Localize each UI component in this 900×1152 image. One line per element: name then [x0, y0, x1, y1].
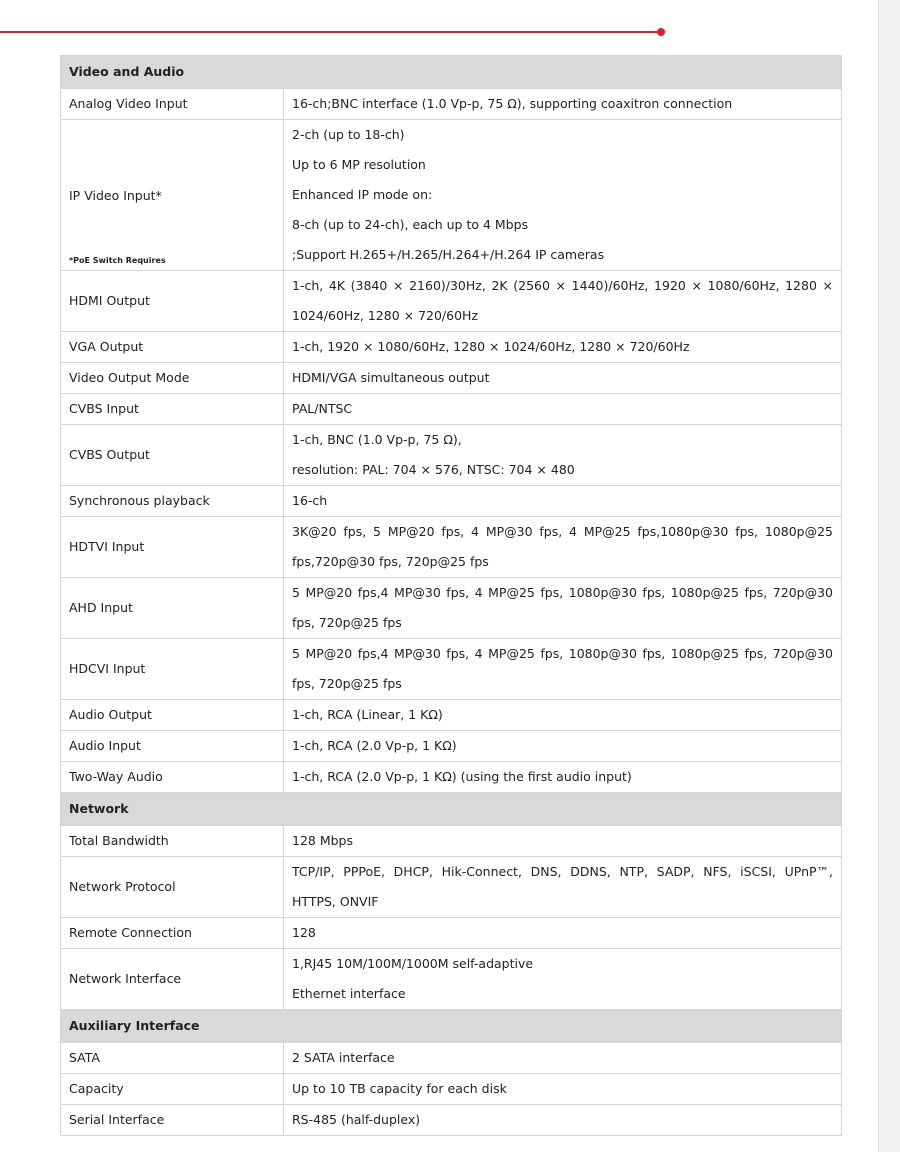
spec-label: Network Interface — [61, 949, 284, 1010]
spec-row-ahd-input — [61, 578, 842, 639]
spec-label: VGA Output — [61, 332, 284, 363]
spec-label: CVBS Output — [61, 425, 284, 486]
spec-value — [284, 425, 842, 486]
spec-row-audio-input — [61, 731, 842, 762]
spec-value-line: 2-ch (up to 18-ch) — [292, 127, 405, 142]
spec-row-analog-video-input — [61, 89, 842, 120]
page-gutter — [878, 0, 900, 1152]
spec-label: Synchronous playback — [61, 486, 284, 517]
spec-label: Serial Interface — [61, 1105, 284, 1136]
spec-value: 16-ch;BNC interface (1.0 Vp-p, 75 Ω), supporting coaxitron connection — [284, 89, 842, 120]
header-rule-dot — [657, 28, 665, 36]
spec-label: CVBS Input — [61, 394, 284, 425]
spec-value: 1-ch, RCA (2.0 Vp-p, 1 KΩ) — [284, 731, 842, 762]
spec-label: Audio Input — [61, 731, 284, 762]
spec-row-vga-output — [61, 332, 842, 363]
spec-value-line: ;Support H.265+/H.265/H.264+/H.264 IP cameras — [292, 247, 605, 262]
section-title: Auxiliary Interface — [61, 1010, 842, 1043]
header-rule — [0, 31, 659, 33]
spec-value: HDMI/VGA simultaneous output — [284, 363, 842, 394]
spec-value: RS-485 (half-duplex) — [284, 1105, 842, 1136]
spec-value-line: Enhanced IP mode on: — [292, 187, 433, 202]
spec-label: HDMI Output — [61, 271, 284, 332]
spec-row-capacity — [61, 1074, 842, 1105]
section-title: Network — [61, 793, 842, 826]
spec-label: Analog Video Input — [61, 89, 284, 120]
spec-row-sata — [61, 1043, 842, 1074]
spec-label-cell — [61, 120, 284, 271]
spec-value: 5 MP@20 fps,4 MP@30 fps, 4 MP@25 fps, 1080p@30 fps, 1080p@25 fps, 720p@30 fps, 720p@25 fps — [284, 578, 842, 639]
spec-row-serial-interface — [61, 1105, 842, 1136]
spec-row-network-protocol — [61, 857, 842, 918]
spec-value: PAL/NTSC — [284, 394, 842, 425]
section-header-auxiliary-interface — [61, 1010, 842, 1043]
spec-value: 5 MP@20 fps,4 MP@30 fps, 4 MP@25 fps, 1080p@30 fps, 1080p@25 fps, 720p@30 fps, 720p@25 fps — [284, 639, 842, 700]
spec-label: Video Output Mode — [61, 363, 284, 394]
spec-row-cvbs-input — [61, 394, 842, 425]
spec-value-line: 8-ch (up to 24-ch), each up to 4 Mbps — [292, 217, 529, 232]
spec-value: 128 — [284, 918, 842, 949]
spec-row-total-bandwidth — [61, 826, 842, 857]
section-header-network — [61, 793, 842, 826]
spec-row-two-way-audio — [61, 762, 842, 793]
spec-footnote: *PoE Switch Requires — [69, 256, 166, 265]
spec-row-hdtvi-input — [61, 517, 842, 578]
section-title: Video and Audio — [61, 56, 842, 89]
spec-value-line: 1-ch, BNC (1.0 Vp-p, 75 Ω), — [292, 432, 462, 447]
spec-row-video-output-mode — [61, 363, 842, 394]
spec-value: Up to 10 TB capacity for each disk — [284, 1074, 842, 1105]
spec-table — [60, 55, 842, 1136]
spec-row-network-interface — [61, 949, 842, 1010]
spec-value: 2 SATA interface — [284, 1043, 842, 1074]
spec-value-line: Up to 6 MP resolution — [292, 157, 426, 172]
spec-value-line: resolution: PAL: 704 × 576, NTSC: 704 × 480 — [292, 462, 575, 477]
spec-value: 1-ch, RCA (Linear, 1 KΩ) — [284, 700, 842, 731]
spec-value — [284, 120, 842, 271]
spec-label: SATA — [61, 1043, 284, 1074]
spec-label: AHD Input — [61, 578, 284, 639]
spec-row-cvbs-output — [61, 425, 842, 486]
spec-value-line: 1,RJ45 10M/100M/1000M self-adaptive — [292, 956, 534, 971]
spec-row-ip-video-input — [61, 120, 842, 271]
spec-value: TCP/IP, PPPoE, DHCP, Hik-Connect, DNS, DDNS, NTP, SADP, NFS, iSCSI, UPnP™, HTTPS, ONVIF — [284, 857, 842, 918]
spec-label: Network Protocol — [61, 857, 284, 918]
spec-row-synchronous-playback — [61, 486, 842, 517]
section-header-video-audio — [61, 56, 842, 89]
spec-row-hdmi-output — [61, 271, 842, 332]
spec-label: Total Bandwidth — [61, 826, 284, 857]
spec-value: 3K@20 fps, 5 MP@20 fps, 4 MP@30 fps, 4 MP@25 fps,1080p@30 fps, 1080p@25 fps,720p@30 fps, 720p@25 fps — [284, 517, 842, 578]
spec-row-hdcvi-input — [61, 639, 842, 700]
spec-label: Capacity — [61, 1074, 284, 1105]
spec-label: Two-Way Audio — [61, 762, 284, 793]
spec-row-remote-connection — [61, 918, 842, 949]
spec-label: Audio Output — [61, 700, 284, 731]
spec-label: HDTVI Input — [61, 517, 284, 578]
spec-value-line: Ethernet interface — [292, 986, 406, 1001]
spec-value: 1-ch, 1920 × 1080/60Hz, 1280 × 1024/60Hz, 1280 × 720/60Hz — [284, 332, 842, 363]
spec-value: 1-ch, RCA (2.0 Vp-p, 1 KΩ) (using the first audio input) — [284, 762, 842, 793]
spec-label: HDCVI Input — [61, 639, 284, 700]
spec-label: IP Video Input* — [69, 188, 162, 203]
spec-value — [284, 949, 842, 1010]
spec-row-audio-output — [61, 700, 842, 731]
spec-value: 16-ch — [284, 486, 842, 517]
spec-value: 1-ch, 4K (3840 × 2160)/30Hz, 2K (2560 × 1440)/60Hz, 1920 × 1080/60Hz, 1280 × 1024/60Hz, 1280 × 720/60Hz — [284, 271, 842, 332]
spec-label: Remote Connection — [61, 918, 284, 949]
spec-value: 128 Mbps — [284, 826, 842, 857]
